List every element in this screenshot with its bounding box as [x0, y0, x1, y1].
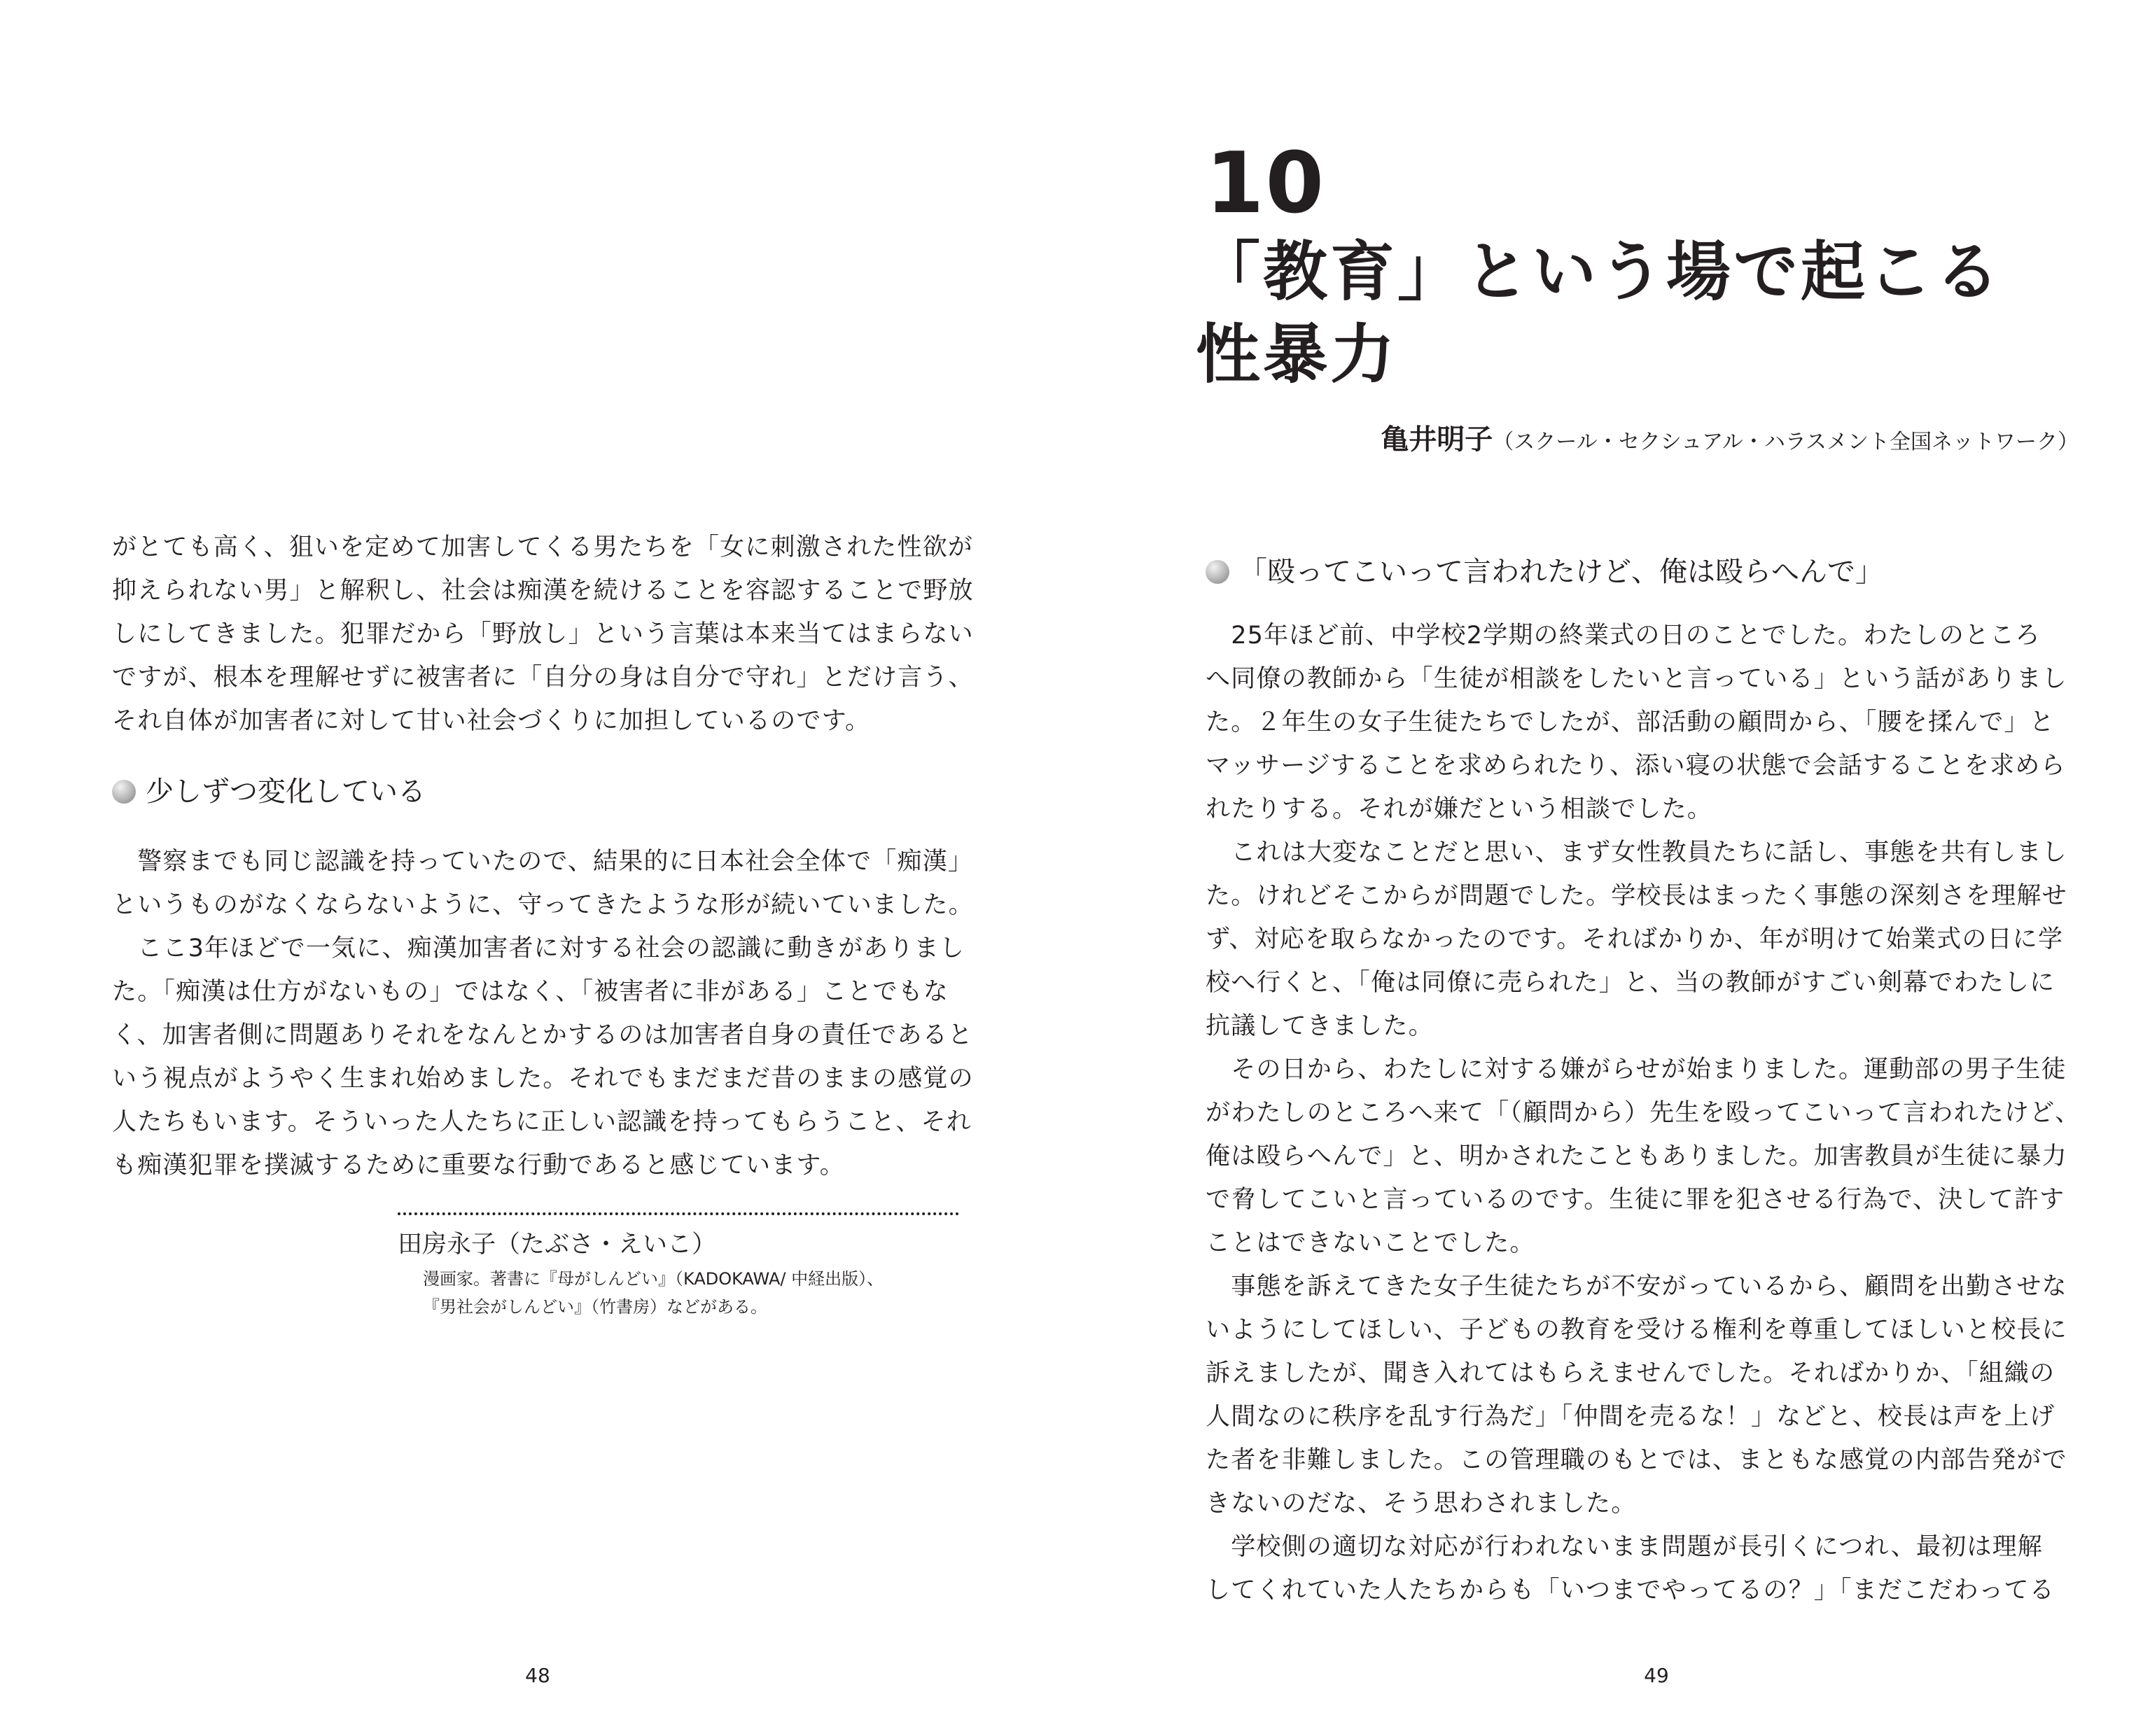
page-number: 49 [1644, 1664, 1669, 1687]
byline-affiliation: （スクール・セクシュアル・ハラスメント全国ネットワーク） [1493, 430, 2079, 454]
author-note-bio: 漫画家。著書に『母がしんどい』（KADOKAWA/ 中経出版）、 『男社会がしんどい』（竹書房）などがある。 [423, 1269, 884, 1317]
author-note-name: 田房永子（たぶさ・えいこ） [398, 1231, 717, 1259]
section-heading [1206, 554, 1883, 589]
page-number: 48 [525, 1664, 550, 1687]
bullet-circle-icon [1206, 560, 1229, 584]
body-paragraph-continued: がとても高く、狙いを定めて加害してくる男たちを「女に刺激された性欲が 抑えられない男」と解釈し、社会は痴漢を続けることを容認することで野放 しにしてきました。犯罪だから「野放し」という言葉は本来当てはまらない ですが、根本を理解せずに被害者に「自分の身は自分で守れ」とだけ言う、 それ自体が加害者に対して甘い社会づくりに加担しているのです。 [112, 533, 974, 735]
byline-author-name: 亀井明子 [1381, 424, 1493, 456]
bullet-circle-icon [112, 780, 136, 804]
body-text: 25年ほど前、中学校2学期の終業式の日のことでした。わたしのところ へ同僚の教師から「生徒が相談をしたいと言っている」という話がありまし た。２年生の女子生徒たちでしたが、部活動の顧問から、「腰を揉んで」と マッサージすることを求められたり、添い寝の状態で会話することを求めら れたりする。それが嫌だという相談でした。 これは大変なことだと思い、まず女性教員たちに話し、事態を共有しまし た。けれどそこからが問題でした。学校長はまったく事態の深刻さを理解せ ず、対応を取らなかったのです。そればかりか、年が明けて始業式の日に学 校へ行くと、「俺は同僚に売られた」と、当の教師がすごい剣幕でわたしに 抗議してきました。 その日から、わたしに対する嫌がらせが始まりました。運動部の男子生徒 がわたしのところへ来て「（顧問から）先生を殴ってこいって言われたけど、 俺は殴らへんで」と、明かされたこともありました。加害教員が生徒に暴力 で脅してこいと言っているのです。生徒に罪を犯させる行為で、決して許す ことはできないことでした。 事態を訴えてきた女子生徒たちが不安がっているから、顧問を出勤させな いようにしてほしい、子どもの教育を受ける権利を尊重してほしいと校長に 訴えましたが、聞き入れてはもらえませんでした。そればかりか、「組織の 人間なのに秩序を乱す行為だ」「仲間を売るな！」などと、校長は声を上げ た者を非難しました。この管理職のもとでは、まともな感覚の内部告発がで きないのだな、そう思わされました。 学校側の適切な対応が行われないまま問題が長引くにつれ、最初は理解 してくれていた人たちからも「いつまでやってるの？」「まだこだわってる [1206, 622, 2081, 1604]
chapter-title: 「教育」という場で起こる 性暴力 [1196, 234, 2003, 392]
section-heading [112, 774, 426, 809]
chapter-number: 10 [1206, 135, 1325, 232]
body-paragraph: 警察までも同じ認識を持っていたので、結果的に日本社会全体で「痴漢」 というものがなくならないように、守ってきたような形が続いていました。 ここ3年ほどで一気に、痴漢加害者に対する社会の認識に動きがありまし た。「痴漢は仕方がないもの」ではなく、「被害者に非がある」ことでもな く、加害者側に問題ありそれをなんとかするのは加害者自身の責任であると いう視点がようやく生まれ始めました。それでもまだまだ昔のままの感覚の 人たちもいます。そういった人たちに正しい認識を持ってもらうこと、それ も痴漢犯罪を撲滅するために重要な行動であると感じています。 [112, 848, 974, 1180]
dotted-divider [398, 1212, 959, 1215]
byline [1381, 417, 2079, 457]
section-heading-text: 少しずつ変化している [146, 776, 426, 808]
section-heading-text: 「殴ってこいって言われたけど、俺は殴らへんで」 [1239, 556, 1883, 588]
